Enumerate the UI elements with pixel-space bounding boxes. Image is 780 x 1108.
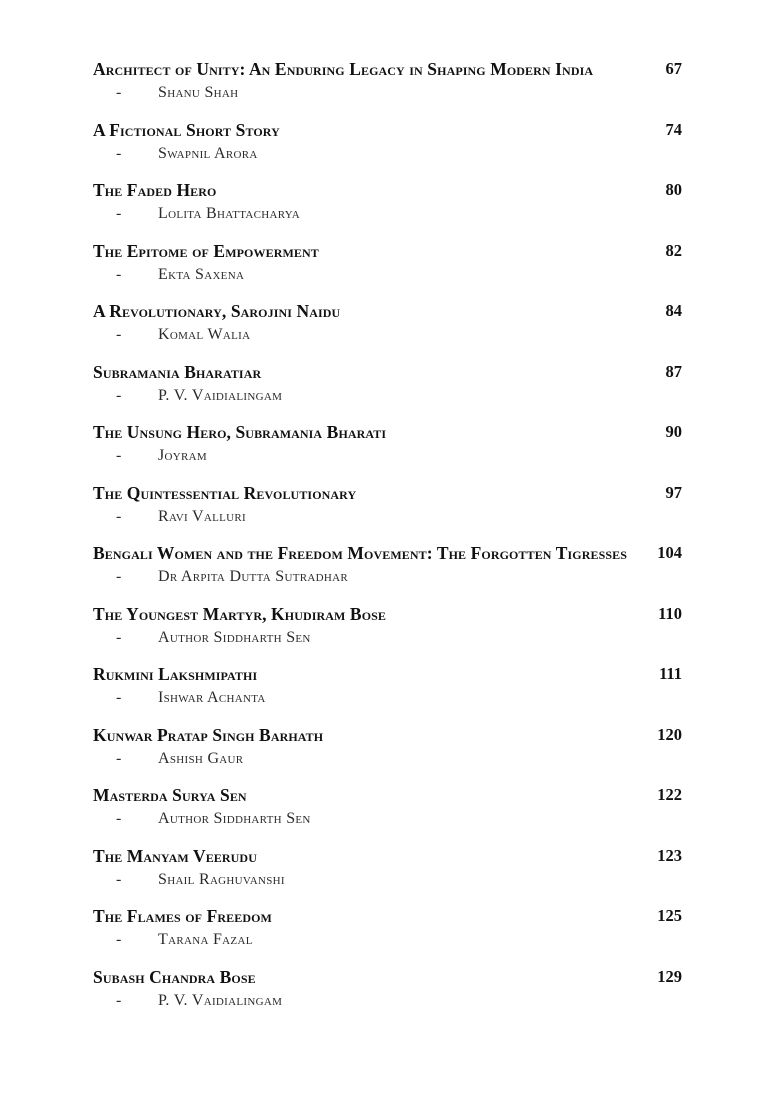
page-number: 82 — [665, 240, 682, 260]
dash: - — [116, 628, 122, 646]
title-row — [93, 299, 682, 323]
entry-author: Author Siddharth Sen — [158, 628, 311, 646]
table-of-contents — [93, 57, 682, 1025]
title-row — [93, 118, 682, 142]
author-row — [93, 989, 682, 1013]
entry-author: Author Siddharth Sen — [158, 810, 311, 827]
page-number: 67 — [665, 59, 682, 78]
page-number: 120 — [657, 724, 682, 744]
title-row — [93, 844, 682, 868]
dash: - — [116, 991, 122, 1009]
author-row — [93, 747, 682, 771]
toc-entry[interactable] — [93, 178, 682, 226]
dash: - — [116, 931, 122, 948]
entry-title: Masterda Surya Sen — [93, 785, 247, 805]
author-row — [93, 565, 682, 589]
toc-entry[interactable] — [93, 844, 682, 892]
title-row — [93, 965, 682, 989]
dash: - — [116, 749, 122, 767]
title-row — [93, 904, 682, 928]
entry-author: Ishwar Achanta — [158, 689, 266, 706]
author-row — [93, 686, 682, 710]
entry-author: Dr Arpita Dutta Sutradhar — [158, 568, 348, 585]
entry-author: Ekta Saxena — [158, 265, 245, 283]
author-row — [93, 868, 682, 892]
entry-author: Ravi Valluri — [158, 507, 246, 525]
entry-title: The Epitome of Empowerment — [93, 240, 319, 261]
dash: - — [116, 326, 122, 343]
entry-author: Shanu Shah — [158, 84, 239, 101]
page-number: 110 — [658, 603, 682, 623]
toc-entry[interactable] — [93, 541, 682, 589]
toc-entry[interactable] — [93, 904, 682, 952]
title-row — [93, 360, 682, 384]
title-row — [93, 57, 682, 81]
title-row — [93, 481, 682, 505]
dash: - — [116, 84, 122, 101]
title-row — [93, 723, 682, 747]
dash: - — [116, 870, 122, 888]
author-row — [93, 626, 682, 650]
toc-entry[interactable] — [93, 965, 682, 1013]
dash: - — [116, 265, 122, 283]
entry-title: Rukmini Lakshmipathi — [93, 664, 258, 684]
author-row — [93, 81, 682, 105]
dash: - — [116, 507, 122, 525]
author-row — [93, 202, 682, 226]
toc-entry[interactable] — [93, 420, 682, 468]
page-number: 97 — [665, 482, 682, 502]
entry-title: Subash Chandra Bose — [93, 966, 256, 987]
dash: - — [116, 447, 122, 464]
entry-author: Lolita Bhattacharya — [158, 205, 301, 222]
entry-title: Kunwar Pratap Singh Barhath — [93, 724, 324, 745]
title-row — [93, 602, 682, 626]
dash: - — [116, 205, 122, 222]
page-number: 111 — [659, 664, 682, 683]
entry-author: Ashish Gaur — [158, 749, 244, 767]
page-number: 84 — [665, 301, 682, 320]
author-row — [93, 142, 682, 166]
entry-author: Joyram — [158, 447, 207, 464]
toc-entry[interactable] — [93, 57, 682, 105]
author-row — [93, 384, 682, 408]
author-row — [93, 263, 682, 287]
entry-author: P. V. Vaidialingam — [158, 991, 283, 1009]
toc-entry[interactable] — [93, 481, 682, 529]
entry-title: Bengali Women and the Freedom Movement: The Forgotten Tigresses — [93, 543, 627, 563]
title-row — [93, 541, 682, 565]
dash: - — [116, 386, 122, 404]
page-number: 87 — [665, 361, 682, 381]
author-row — [93, 444, 682, 468]
page-number: 129 — [657, 966, 682, 986]
author-row — [93, 928, 682, 952]
entry-author: Swapnil Arora — [158, 144, 258, 162]
entry-title: Architect of Unity: An Enduring Legacy in Shaping Modern India — [93, 59, 594, 79]
toc-entry[interactable] — [93, 299, 682, 347]
toc-entry[interactable] — [93, 239, 682, 287]
title-row — [93, 420, 682, 444]
toc-entry[interactable] — [93, 602, 682, 650]
toc-entry[interactable] — [93, 118, 682, 166]
title-row — [93, 783, 682, 807]
entry-title: The Faded Hero — [93, 180, 217, 200]
toc-entry[interactable] — [93, 783, 682, 831]
title-row — [93, 662, 682, 686]
page-number: 80 — [665, 180, 682, 199]
page-number: 104 — [657, 543, 682, 562]
dash: - — [116, 689, 122, 706]
page-number: 122 — [657, 785, 682, 804]
entry-author: P. V. Vaidialingam — [158, 386, 283, 404]
dash: - — [116, 144, 122, 162]
entry-title: The Youngest Martyr, Khudiram Bose — [93, 603, 387, 624]
entry-title: The Quintessential Revolutionary — [93, 482, 357, 503]
page-number: 90 — [665, 422, 682, 441]
dash: - — [116, 568, 122, 585]
page-number: 74 — [665, 119, 682, 139]
page-number: 123 — [657, 845, 682, 865]
entry-title: The Unsung Hero, Subramania Bharati — [93, 422, 387, 442]
toc-entry[interactable] — [93, 723, 682, 771]
title-row — [93, 178, 682, 202]
toc-entry[interactable] — [93, 662, 682, 710]
dash: - — [116, 810, 122, 827]
entry-title: A Fictional Short Story — [93, 119, 280, 140]
author-row — [93, 323, 682, 347]
entry-author: Shail Raghuvanshi — [158, 870, 285, 888]
entry-title: A Revolutionary, Sarojini Naidu — [93, 301, 341, 321]
title-row — [93, 239, 682, 263]
entry-title: The Manyam Veerudu — [93, 845, 257, 866]
entry-title: The Flames of Freedom — [93, 906, 272, 926]
page-number: 125 — [657, 906, 682, 925]
author-row — [93, 505, 682, 529]
entry-author: Komal Walia — [158, 326, 251, 343]
entry-title: Subramania Bharatiar — [93, 361, 262, 382]
author-row — [93, 807, 682, 831]
toc-entry[interactable] — [93, 360, 682, 408]
entry-author: Tarana Fazal — [158, 931, 253, 948]
